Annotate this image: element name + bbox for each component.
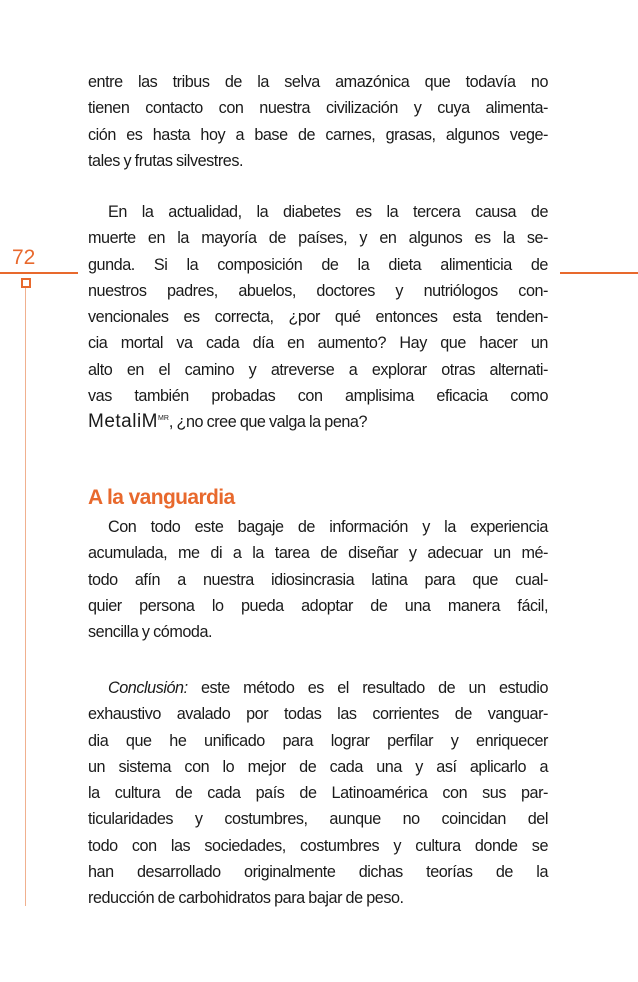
trademark-sup: MR [158,415,169,423]
paragraph-1 [88,69,548,174]
text-line: vencionales es correcta, ¿por qué entonces esta tenden- [88,308,548,327]
text-line: un sistema con lo mejor de cada una y así aplicarlo a [88,757,548,776]
text-line: nuestros padres, abuelos, doctores y nutriólogos con- [88,281,548,300]
page-number: 72 [12,246,36,269]
text-line: la cultura de cada país de Latinoamérica con sus par- [88,784,548,803]
brand-name: MetaliM [88,411,159,433]
text-fragment: este método es el resultado de un estudio [187,679,548,697]
text-line: vas también probadas con amplisima eficacia como [88,387,548,406]
page-marker-icon [21,278,31,288]
text-line: ticularidades y costumbres, aunque no coincidan del [88,810,548,829]
paragraph-2 [88,199,548,436]
section-heading: A la vanguardia [88,486,235,509]
text-line: dia que he unificado para lograr perfilar y enriquecer [88,731,548,750]
text-line: exhaustivo avalado por todas las corrientes de vanguar- [88,705,548,724]
text-line: entre las tribus de la selva amazónica que todavía no [88,73,548,91]
text-line: tales y frutas silvestres. [88,151,244,170]
right-margin-rule [560,272,638,274]
text-line: quier persona lo pueda adoptar de una manera fácil, [88,596,548,615]
text-line: cia mortal va cada día en aumento? Hay que hacer un [88,334,548,353]
text-line: Con todo este bagaje de información y la experiencia [108,518,548,536]
text-line: todo con las sociedades, costumbres y cultura donde se [88,836,548,855]
text-line: ción es hasta hoy a base de carnes, grasas, algunos vege- [88,125,548,144]
text-line [88,675,548,701]
text-line: muerte en la mayoría de países, y en algunos es la se- [88,229,548,248]
paragraph-3 [88,514,548,645]
text-line: sencilla y cómoda. [88,623,213,642]
vertical-margin-rule [25,286,26,906]
text-line: reducción de carbohidratos para bajar de peso. [88,889,404,908]
text-line: En la actualidad, la diabetes es la tercera causa de [108,203,548,221]
text-line: tienen contacto con nuestra civilización y cuya alimenta- [88,99,548,118]
text-fragment: , ¿no cree que valga la pena? [168,413,368,432]
text-line: gunda. Si la composición de la dieta alimenticia de [88,255,548,274]
paragraph-conclusion [88,675,548,912]
text-line: todo afín a nuestra idiosincrasia latina para que cual- [88,570,548,589]
text-line: alto en el camino y atreverse a explorar otras alternati- [88,360,548,379]
text-line: han desarrollado originalmente dichas teorías de la [88,863,548,882]
text-line [88,409,548,435]
conclusion-label: Conclusión: [108,679,188,697]
left-margin-rule [0,272,78,274]
text-line: acumulada, me di a la tarea de diseñar y adecuar un mé- [88,544,548,563]
